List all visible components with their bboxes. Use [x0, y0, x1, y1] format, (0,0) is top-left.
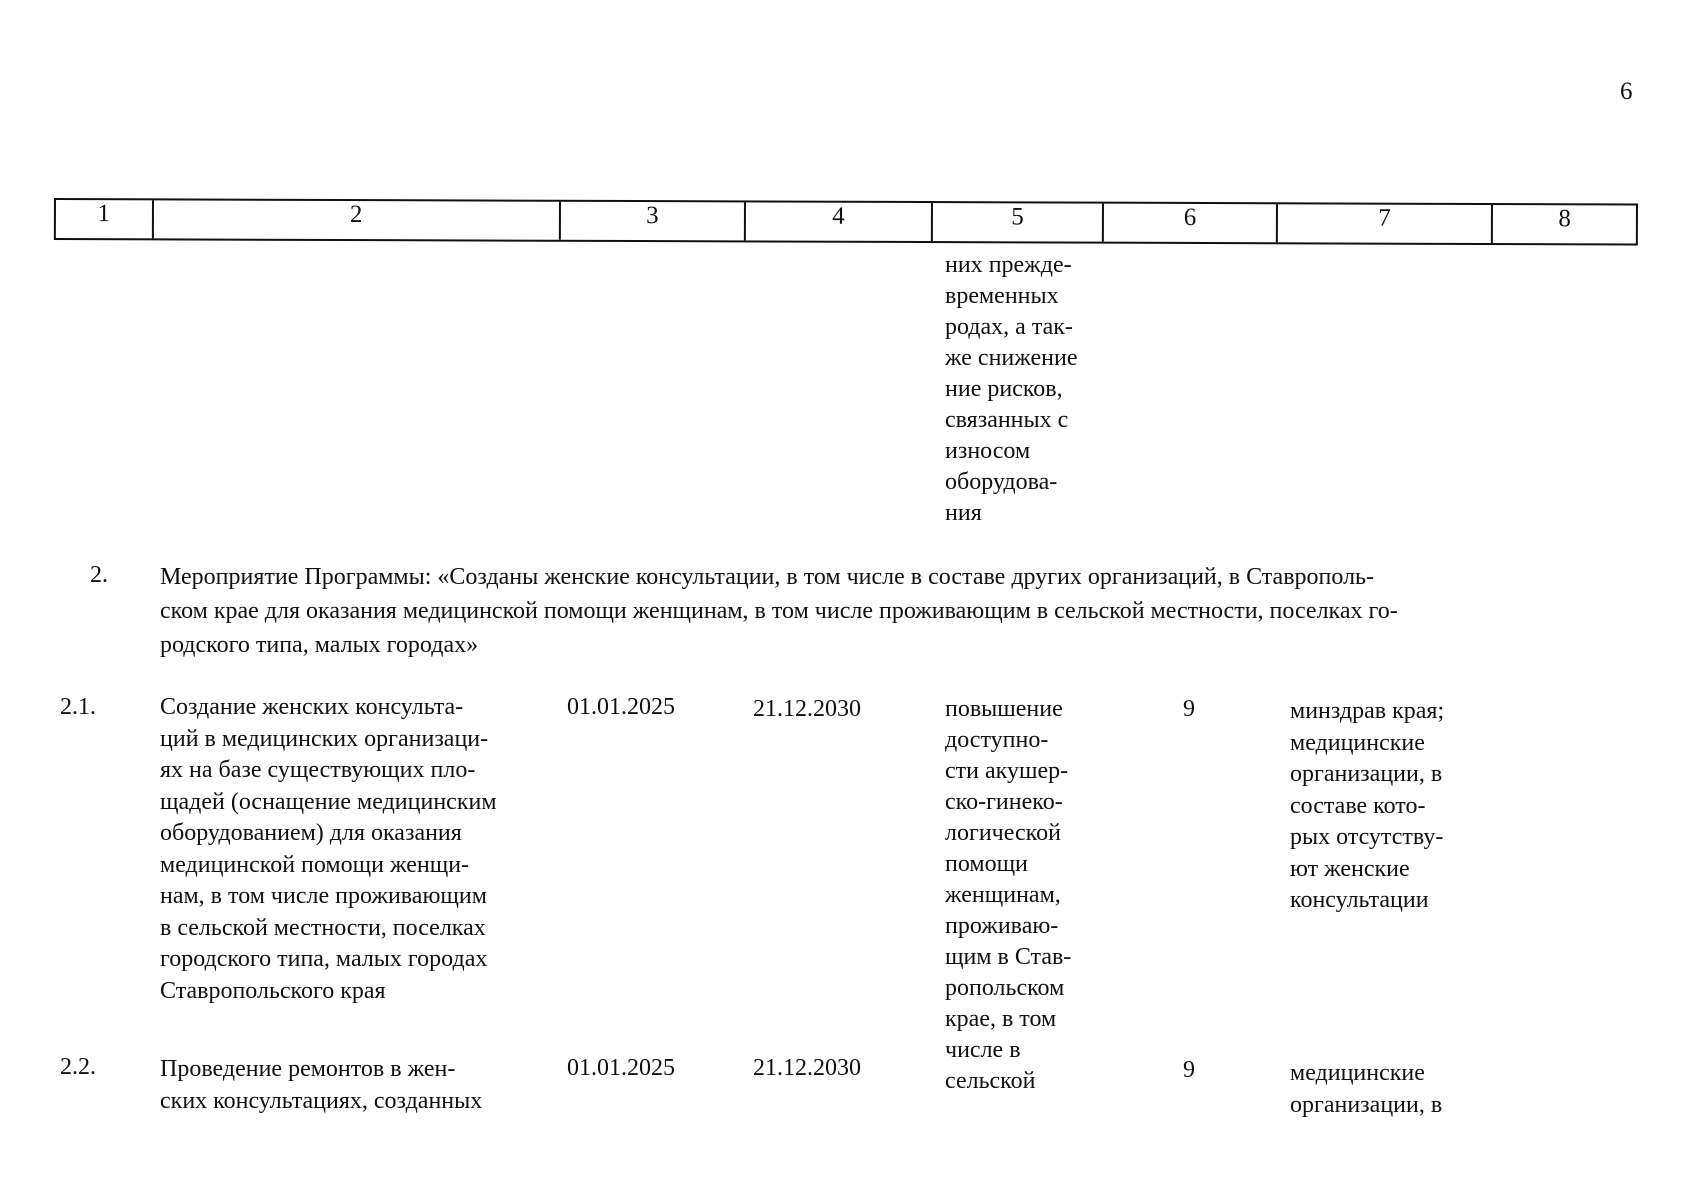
cell-line: доступно-: [945, 727, 1049, 753]
section-title: [160, 560, 1640, 662]
cell-line: сти акушер-: [945, 758, 1069, 784]
cell-line: износом: [945, 438, 1031, 464]
continued-result-cell: [945, 250, 1097, 529]
row-col6-value: 9: [1183, 1057, 1195, 1083]
cell-line: ние рисков,: [945, 376, 1063, 402]
section-title-line: Мероприятие Программы: «Созданы женские консультации, в том числе в составе других организаций, в Ставрополь-: [160, 564, 1374, 590]
cell-line: ропольском: [945, 975, 1065, 1001]
row-responsible: [1290, 1057, 1488, 1121]
cell-line: медицинские: [1290, 729, 1425, 756]
cell-line: ских консультациях, созданных: [160, 1088, 483, 1114]
cell-line: родах, а так-: [945, 314, 1073, 340]
row-start-date: 01.01.2025: [567, 1055, 675, 1081]
cell-line: ния: [945, 500, 982, 526]
row-name: [160, 1053, 546, 1117]
cell-line: ях на базе существующих пло-: [160, 757, 476, 783]
cell-line: оборудова-: [945, 469, 1058, 495]
header-col-2: 2: [154, 200, 561, 239]
cell-line: нам, в том числе проживающим: [160, 883, 487, 909]
cell-line: логической: [945, 820, 1061, 846]
cell-line: ют женские: [1290, 855, 1410, 882]
cell-line: консультации: [1290, 887, 1429, 913]
cell-line: же снижение: [945, 345, 1078, 371]
cell-line: оборудованием) для оказания: [160, 820, 462, 846]
cell-line: организации, в: [1290, 1092, 1443, 1118]
cell-line: женщинам,: [945, 882, 1061, 908]
cell-line: составе кото-: [1290, 792, 1426, 819]
row-number: 2.1.: [60, 694, 96, 720]
cell-line: ций в медицинских организаци-: [160, 725, 489, 752]
row-name: [160, 692, 546, 1007]
cell-line: числе в: [945, 1037, 1021, 1063]
section-title-line: родского типа, малых городах»: [160, 632, 479, 658]
header-col-6: 6: [1104, 204, 1278, 243]
row-start-date: 01.01.2025: [567, 694, 675, 720]
cell-line: рых отсутству-: [1290, 824, 1444, 850]
cell-line: Ставропольского края: [160, 977, 386, 1004]
cell-line: медицинские: [1290, 1060, 1425, 1086]
cell-line: минздрав края;: [1290, 698, 1445, 724]
cell-line: них прежде-: [945, 252, 1072, 278]
section-title-line: ском крае для оказания медицинской помощи женщинам, в том числе проживающим в сельской местности, поселках го-: [160, 598, 1398, 624]
cell-line: ско-гинеко-: [945, 789, 1063, 815]
row-col6-value: 9: [1183, 696, 1195, 722]
header-col-4: 4: [746, 202, 933, 241]
cell-line: временных: [945, 283, 1059, 309]
cell-line: организации, в: [1290, 761, 1443, 787]
cell-line: медицинской помощи женщи-: [160, 851, 470, 878]
cell-line: щим в Став-: [945, 944, 1072, 970]
cell-line: Проведение ремонтов в жен-: [160, 1056, 456, 1082]
row-end-date: 21.12.2030: [753, 1055, 861, 1081]
header-col-8: 8: [1558, 205, 1571, 233]
row-responsible: [1290, 696, 1488, 917]
row-number: 2.2.: [60, 1054, 96, 1080]
cell-line: в сельской местности, поселках: [160, 914, 486, 941]
table-header-row: [54, 198, 1638, 246]
cell-line: Создание женских консульта-: [160, 694, 464, 720]
cell-line: повышение: [945, 696, 1063, 722]
row-result: [945, 694, 1089, 1097]
header-col-5: 5: [933, 203, 1105, 242]
page-number: 6: [1620, 78, 1633, 105]
cell-line: связанных с: [945, 407, 1069, 433]
section-number: 2.: [90, 562, 108, 588]
header-col-3: 3: [561, 202, 747, 241]
cell-line: городского типа, малых городах: [160, 946, 488, 972]
header-col-1: 1: [56, 200, 154, 238]
cell-line: сельской: [945, 1068, 1036, 1094]
cell-line: помощи: [945, 851, 1028, 877]
cell-line: проживаю-: [945, 913, 1059, 939]
cell-line: крае, в том: [945, 1006, 1057, 1032]
row-end-date: 21.12.2030: [753, 696, 861, 722]
header-col-7: 7: [1278, 204, 1494, 243]
cell-line: щадей (оснащение медицинским: [160, 788, 497, 815]
